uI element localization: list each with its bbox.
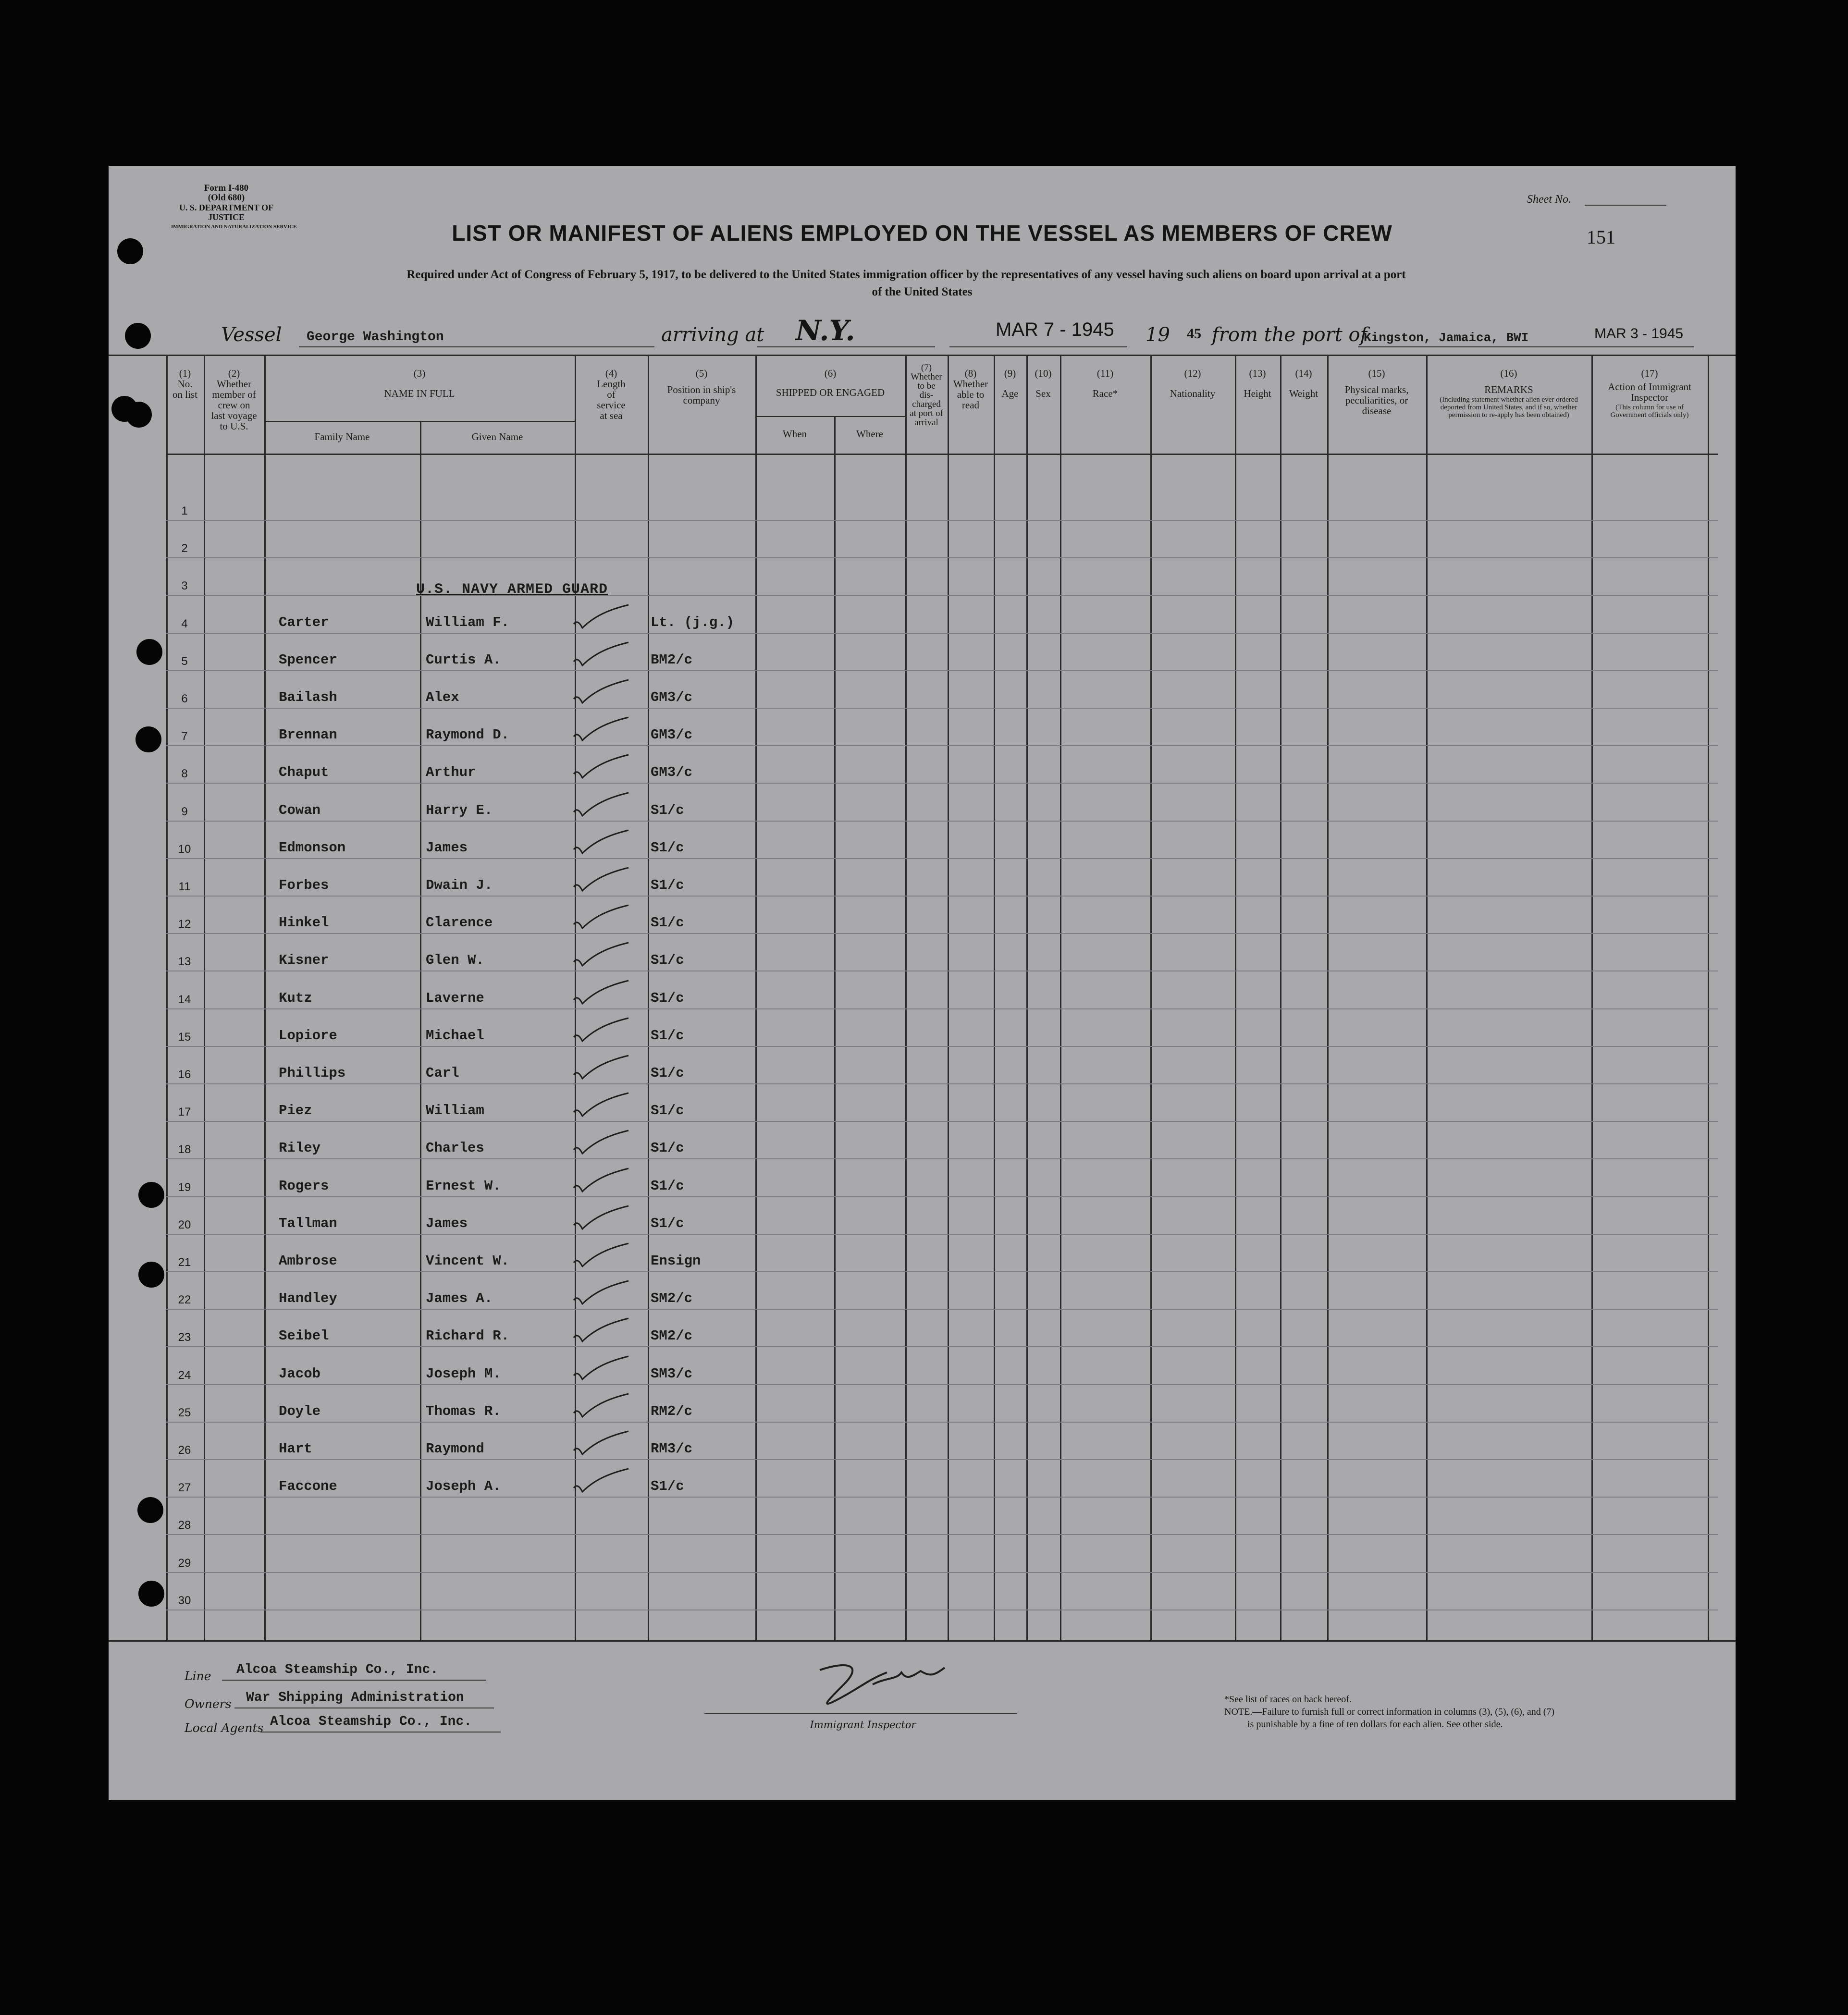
given-name-header: Given Name [471,431,523,442]
manifest-subtitle: Required under Act of Congress of February 5, 1917, to be delivered to the United States immigration officer by the representatives of any vessel having such aliens on board upon arrival at a port [407,268,1406,281]
row-rule [166,1309,1718,1310]
col-divider [1235,355,1236,1640]
crew-given-name: James [426,839,468,856]
inspector-check-mark [560,1389,637,1423]
crew-position: S1/c [651,877,684,893]
col16-header: (16) REMARKS (Including statement whether alien ever ordered deported from United States, and if so, whether permission to re-apply has been obtained) [1440,368,1578,419]
crew-given-name: Thomas R. [426,1403,501,1419]
row-rule [166,821,1718,822]
crew-family-name: Edmonson [279,839,346,856]
row-number: 16 [178,1068,191,1081]
inspector-check-mark [560,750,637,784]
crew-given-name: Alex [426,689,459,705]
row-number: 23 [178,1331,191,1344]
row-rule [166,1121,1718,1122]
table-header-bottom [166,454,1718,455]
crew-position: S1/c [651,802,684,818]
agents-value: Alcoa Steamship Co., Inc. [270,1714,472,1729]
row-number: 14 [178,993,191,1006]
crew-given-name: Michael [426,1027,484,1044]
penalty-note-2: is punishable by a fine of ten dollars for each alien. See other side. [1247,1719,1503,1730]
vessel-underline [299,346,654,347]
row-rule [166,1196,1718,1197]
crew-given-name: Raymond D. [426,727,510,743]
crew-position: RM3/c [651,1441,693,1457]
crew-given-name: Raymond [426,1441,484,1457]
inspector-check-mark [560,788,637,822]
departure-date-stamp: MAR 3 - 1945 [1594,326,1684,342]
crew-family-name: Handley [279,1290,337,1307]
arrival-port-handwritten: N.Y. [796,314,855,347]
crew-family-name: Spencer [279,651,337,668]
service-name: IMMIGRATION AND NATURALIZATION SERVICE [171,224,297,230]
row-rule [166,557,1718,558]
vessel-name: George Washington [307,330,444,344]
line-underline [222,1680,486,1681]
inspector-check-mark [560,863,637,897]
inspector-check-mark [560,1426,637,1460]
row-rule [166,520,1718,521]
inspector-check-mark [560,1276,637,1310]
row-number: 27 [178,1481,191,1495]
crew-family-name: Piez [279,1103,312,1119]
row-rule [166,1046,1718,1047]
agents-label: Local Agents [185,1721,264,1735]
row-number: 15 [178,1030,191,1044]
crew-given-name: Carl [426,1065,459,1081]
crew-position: S1/c [651,1178,684,1194]
col8-header: (8) Whether able to read [953,368,988,411]
col7-header: (7) Whether to be dis-charged at port of arrival [910,363,943,428]
inspector-check-mark [560,938,637,971]
crew-given-name: Arthur [426,764,476,781]
crew-given-name: James [426,1215,468,1231]
col-divider [755,355,757,1640]
col5-header: (5) Position in ship's company [667,368,736,406]
crew-family-name: Brennan [279,727,337,743]
col-divider [648,355,649,1640]
crew-family-name: Doyle [279,1403,321,1419]
crew-family-name: Hinkel [279,915,329,931]
crew-given-name: Clarence [426,915,493,931]
crew-position: S1/c [651,1027,684,1044]
crew-family-name: Bailash [279,689,337,705]
col-divider [204,355,205,1640]
inspector-check-mark [560,1352,637,1385]
crew-position: Ensign [651,1253,701,1269]
line-value: Alcoa Steamship Co., Inc. [236,1662,439,1677]
col-divider [1026,355,1028,1640]
col-divider [1060,355,1061,1640]
crew-given-name: Vincent W. [426,1253,510,1269]
inspector-check-mark [560,825,637,859]
crew-position: GM3/c [651,727,693,743]
row-number: 11 [178,880,191,893]
crew-given-name: Joseph A. [426,1478,501,1495]
row-number: 18 [178,1143,191,1156]
crew-position: S1/c [651,1215,684,1231]
inspector-check-mark [560,1464,637,1498]
penalty-note: NOTE.—Failure to furnish full or correct information in columns (3), (5), (6), and (7) [1224,1707,1555,1717]
crew-family-name: Lopiore [279,1027,337,1044]
row-rule [166,1459,1718,1460]
crew-given-name: Richard R. [426,1328,510,1344]
inspector-signature [791,1651,1089,1713]
crew-given-name: Ernest W. [426,1178,501,1194]
col-divider [834,416,836,1640]
row-rule [166,933,1718,934]
crew-family-name: Rogers [279,1178,329,1194]
row-number: 24 [178,1368,191,1382]
col14-header: (14) Weight [1289,368,1318,399]
crew-family-name: Kisner [279,952,329,969]
row-rule [166,1572,1718,1573]
owners-value: War Shipping Administration [246,1690,464,1705]
row-rule [166,1008,1718,1009]
crew-family-name: Faccone [279,1478,337,1495]
crew-given-name: Joseph M. [426,1365,501,1382]
col-divider [905,355,907,1640]
row-rule [166,858,1718,859]
crew-family-name: Kutz [279,990,312,1006]
crew-position: RM2/c [651,1403,693,1419]
row-rule [166,896,1718,897]
crew-position: GM3/c [651,689,693,705]
row-number: 4 [181,617,188,630]
row-rule [166,1346,1718,1347]
col12-header: (12) Nationality [1170,368,1216,399]
col2-header: (2) Whether member of crew on last voyage to U.S. [211,368,257,432]
crew-given-name: William [426,1103,484,1119]
col-divider [1591,355,1593,1640]
inspector-check-mark [560,1126,637,1159]
inspector-check-mark [560,1314,637,1347]
row-rule [166,708,1718,709]
punch-hole [136,639,162,665]
col6-header: (6) SHIPPED OR ENGAGED [776,368,885,398]
col9-header: (9) Age [1001,368,1019,399]
sheet-number-line [1585,205,1666,206]
row-rule [166,1271,1718,1272]
punch-hole [138,1581,164,1607]
crew-position: S1/c [651,915,684,931]
col-divider [1327,355,1329,1640]
form-number: Form I-480 [204,183,249,193]
crew-position: S1/c [651,1065,684,1081]
arriving-label: arriving at [661,324,764,346]
row-number: 10 [178,842,191,856]
inspector-check-mark [560,1088,637,1122]
punch-hole [137,1497,163,1523]
crew-family-name: Tallman [279,1215,337,1231]
col15-header: (15) Physical marks, peculiarities, or disease [1344,368,1409,417]
crew-family-name: Chaput [279,764,329,781]
row-rule [166,633,1718,634]
year-prefix: 19 [1146,324,1170,346]
crew-position: GM3/c [651,764,693,781]
row-rule [166,670,1718,671]
col-divider [994,355,995,1640]
col-divider [948,355,949,1640]
crew-family-name: Phillips [279,1065,346,1081]
col-divider [1150,355,1152,1640]
year-suffix: 45 [1187,326,1201,342]
col4-header: (4) Length of service at sea [597,368,626,421]
row-rule [166,1497,1718,1498]
crew-given-name: William F. [426,614,510,630]
crew-given-name: Dwain J. [426,877,493,893]
crew-position: S1/c [651,1478,684,1495]
crew-position: S1/c [651,839,684,856]
row-rule [166,1234,1718,1235]
when-header: When [782,428,807,440]
crew-given-name: Harry E. [426,802,493,818]
crew-family-name: Cowan [279,802,321,818]
row-number: 30 [178,1594,191,1607]
row-number: 3 [181,579,188,593]
row-rule [166,783,1718,784]
punch-hole [125,323,151,349]
crew-given-name: James A. [426,1290,493,1307]
col1-header: (1) No. on list [172,368,197,400]
arrival-date-stamp: MAR 7 - 1945 [996,319,1114,340]
crew-position: S1/c [651,1103,684,1119]
inspector-check-mark [560,976,637,1009]
shipped-subheader-line [755,416,905,417]
date-underline [949,346,1127,347]
inspector-check-mark [560,1051,637,1084]
owners-label: Owners [185,1697,232,1711]
crew-position: SM2/c [651,1290,693,1307]
row-rule [166,1384,1718,1385]
col13-header: (13) Height [1244,368,1271,399]
row-number: 8 [181,767,188,781]
inspector-check-mark [560,675,637,709]
row-number: 26 [178,1444,191,1457]
manifest-sheet [109,166,1736,1800]
row-rule [166,745,1718,746]
col10-header: (10) Sex [1035,368,1052,399]
row-number: 5 [181,654,188,668]
port-underline [1358,346,1694,347]
punch-hole [138,1182,164,1208]
row-number: 17 [178,1106,191,1119]
inspector-check-mark [560,713,637,746]
col11-header: (11) Race* [1092,368,1118,399]
row-rule [166,1422,1718,1423]
row-number: 12 [178,918,191,931]
crew-position: S1/c [651,1140,684,1156]
crew-given-name: Charles [426,1140,484,1156]
crew-position: S1/c [651,952,684,969]
crew-family-name: Seibel [279,1328,329,1344]
crew-given-name: Glen W. [426,952,484,969]
punch-hole [138,1262,164,1288]
col-divider [264,355,266,1640]
crew-position: BM2/c [651,651,693,668]
col-divider [1708,355,1709,1640]
row-number: 28 [178,1519,191,1532]
crew-family-name: Jacob [279,1365,321,1382]
inspector-check-mark [560,900,637,934]
from-port: Kingston, Jamaica, BWI [1364,331,1529,345]
from-port-label: from the port of [1212,324,1368,346]
crew-family-name: Carter [279,614,329,630]
inspector-signature-line [704,1713,1017,1714]
col-divider [420,421,421,1640]
row-number: 29 [178,1556,191,1570]
table-top-border [109,355,1736,356]
crew-family-name: Hart [279,1441,312,1457]
col3-header: (3) NAME IN FULL [384,368,455,399]
where-header: Where [856,428,883,440]
manifest-title: LIST OR MANIFEST OF ALIENS EMPLOYED ON THE VESSEL AS MEMBERS OF CREW [452,221,1392,246]
row-number: 13 [178,955,191,969]
row-number: 20 [178,1218,191,1231]
col-divider [1280,355,1281,1640]
line-label: Line [185,1669,211,1683]
row-number: 2 [181,542,188,555]
department-name: U. S. DEPARTMENT OF JUSTICE [179,203,274,222]
punch-hole [117,238,143,264]
crew-family-name: Riley [279,1140,321,1156]
row-number: 21 [178,1256,191,1269]
manifest-subtitle-2: of the United States [872,285,973,298]
inspector-label: Immigrant Inspector [810,1719,916,1731]
row-rule [166,1083,1718,1084]
sheet-number-label: Sheet No. [1527,193,1571,206]
inspector-check-mark [560,1164,637,1197]
row-number: 6 [181,692,188,705]
crew-position: Lt. (j.g.) [651,614,735,630]
table-bottom-border [109,1640,1736,1642]
row-number: 9 [181,805,188,818]
row-number: 22 [178,1293,191,1307]
crew-position: SM2/c [651,1328,693,1344]
row-rule [166,1534,1718,1535]
crew-position: SM3/c [651,1365,693,1382]
row-rule [166,1158,1718,1159]
col-divider [1426,355,1428,1640]
crew-family-name: Forbes [279,877,329,893]
name-subheader-line [264,421,575,422]
vessel-label: Vessel [221,324,282,346]
crew-given-name: Laverne [426,990,484,1006]
inspector-check-mark [560,1239,637,1272]
section-heading: U.S. NAVY ARMED GUARD [416,581,608,598]
stamped-sheet-number: 151 [1587,226,1615,248]
form-old-number: (Old 680) [208,193,245,203]
row-number: 1 [181,504,188,517]
inspector-check-mark [560,638,637,671]
races-note: *See list of races on back hereof. [1224,1694,1352,1705]
family-name-header: Family Name [314,431,370,442]
row-rule [166,595,1718,596]
crew-family-name: Ambrose [279,1253,337,1269]
crew-given-name: Curtis A. [426,651,501,668]
punch-hole [126,402,152,428]
inspector-check-mark [560,1013,637,1047]
row-number: 7 [181,730,188,743]
row-number: 25 [178,1406,191,1419]
row-number: 19 [178,1180,191,1194]
punch-hole [136,726,161,752]
inspector-check-mark [560,1201,637,1235]
crew-position: S1/c [651,990,684,1006]
inspector-check-mark [560,600,637,634]
col17-header: (17) Action of Immigrant Inspector (This column for use of Government officials only) [1608,368,1691,419]
arrival-underline [757,346,935,347]
